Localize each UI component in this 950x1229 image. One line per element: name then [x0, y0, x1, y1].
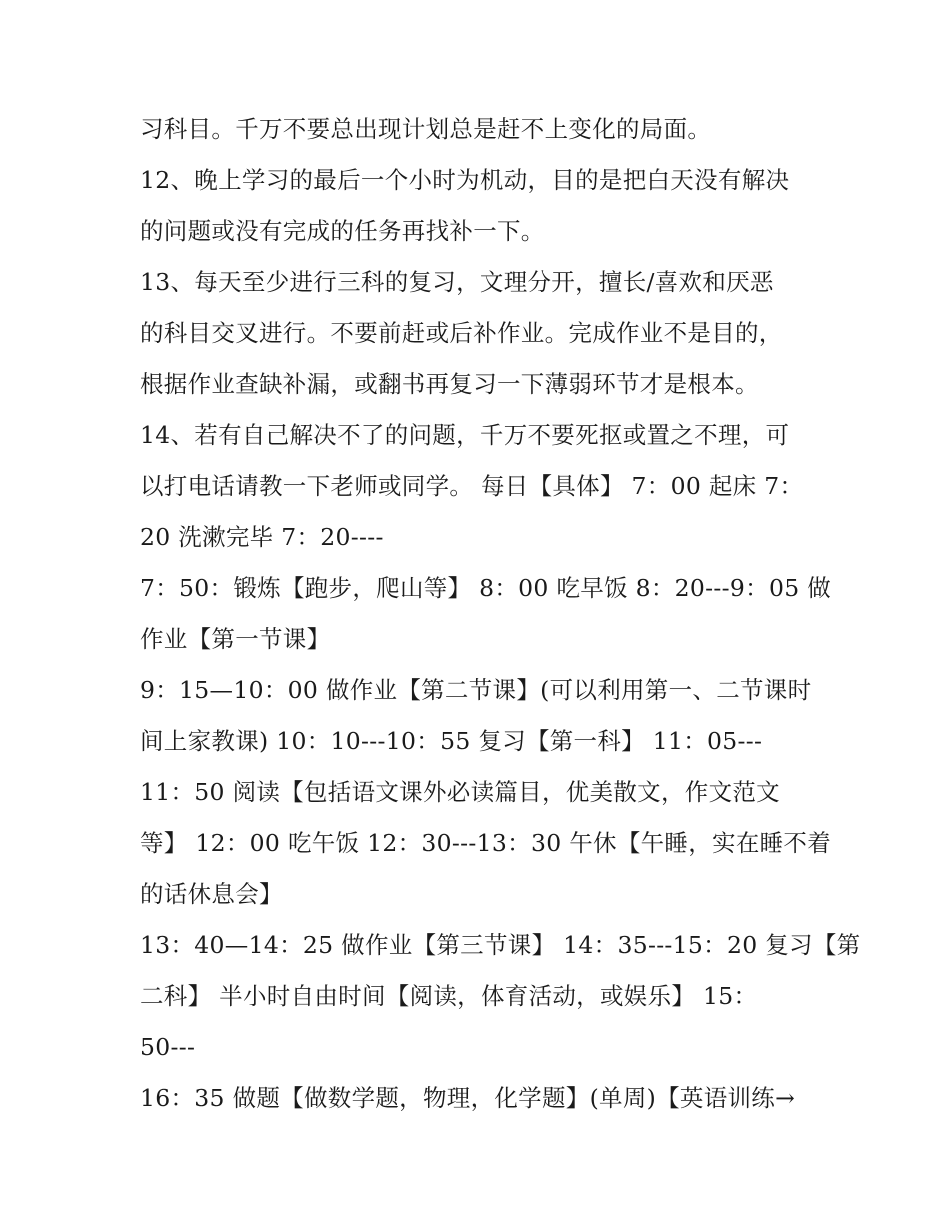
- text-line: 的问题或没有完成的任务再找补一下。: [140, 217, 545, 245]
- text-line: 9：15—10：00 做作业【第二节课】(可以利用第一、二节课时: [140, 676, 812, 704]
- text-line: 13：40—14：25 做作业【第三节课】 14：35---15：20 复习【第: [140, 931, 861, 959]
- text-line: 等】 12：00 吃午饭 12：30---13：30 午休【午睡，实在睡不着: [140, 829, 832, 857]
- text-line: 的话休息会】: [140, 880, 283, 908]
- text-line: 的科目交叉进行。不要前赶或后补作业。完成作业不是目的，: [140, 319, 783, 347]
- text-line: 间上家教课) 10：10---10：55 复习【第一科】 11：05---: [140, 727, 763, 755]
- text-line: 根据作业查缺补漏，或翻书再复习一下薄弱环节才是根本。: [140, 370, 759, 398]
- text-line: 13、每天至少进行三科的复习，文理分开，擅长/喜欢和厌恶: [140, 268, 774, 296]
- text-line: 11：50 阅读【包括语文课外必读篇目，优美散文，作文范文: [140, 778, 780, 806]
- text-line: 20 洗漱完毕 7：20----: [140, 523, 384, 551]
- text-line: 作业【第一节课】: [140, 625, 331, 653]
- document-body: [140, 104, 861, 1124]
- text-line: 7：50：锻炼【跑步，爬山等】 8：00 吃早饭 8：20---9：05 做: [140, 574, 832, 602]
- text-line: 50---: [140, 1033, 196, 1061]
- text-line: 以打电话请教一下老师或同学。 每日【具体】 7：00 起床 7：: [140, 472, 804, 500]
- text-line: 14、若有自己解决不了的问题，千万不要死抠或置之不理，可: [140, 421, 790, 449]
- text-line: 16：35 做题【做数学题，物理，化学题】(单周)【英语训练→: [140, 1084, 796, 1112]
- text-line: 二科】 半小时自由时间【阅读，体育活动，或娱乐】 15：: [140, 982, 758, 1010]
- text-line: 12、晚上学习的最后一个小时为机动，目的是把白天没有解决: [140, 166, 790, 194]
- text-line: 习科目。千万不要总出现计划总是赶不上变化的局面。: [140, 115, 712, 143]
